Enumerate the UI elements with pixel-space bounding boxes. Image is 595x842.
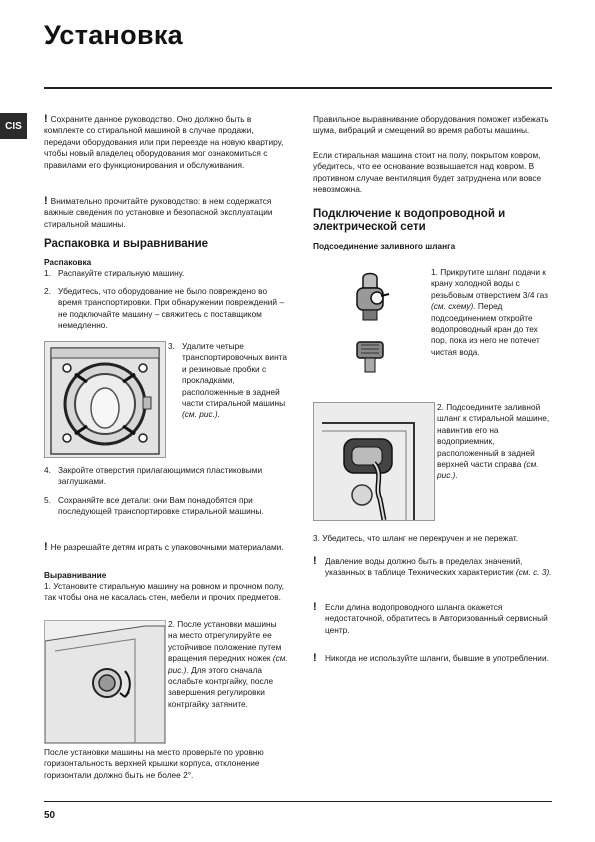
hose-step-3: 3. Убедитесь, что шланг не перекручен и не пережат. [313, 533, 519, 543]
list-item: 4. Закройте отверстия прилагающимися пластиковыми заглушками. [44, 465, 263, 487]
exclamation-icon: ! [313, 555, 317, 567]
tap-illustration [345, 268, 405, 373]
page-title: Установка [44, 20, 183, 50]
language-tab: CIS [0, 113, 27, 139]
list-item: 5. Сохраняйте все детали: они Вам понадобятся при последующей транспортировке стиральной машины. [44, 495, 264, 517]
subheading-leveling: Выравнивание [44, 570, 107, 580]
subheading-unpacking: Распаковка [44, 257, 92, 267]
exclamation-icon: ! [44, 541, 48, 553]
title-divider [44, 87, 552, 89]
leveling-step-1: 1. Установите стиральную машину на ровном и прочном полу, так чтобы она не касалась стен, мебели и прочих предметов. [44, 581, 284, 603]
section-heading-connection: Подключение к водопроводной и электрической сети [313, 208, 506, 233]
washer-back-illustration [44, 341, 166, 458]
washer-foot-illustration [44, 620, 166, 744]
exclamation-icon: ! [313, 652, 317, 664]
leveling-final-note: После установки машины на место проверьте по уровню горизонтальность верхней крышки корпуса, отклонение горизонтали должно быть не более 2°. [44, 747, 264, 780]
alignment-paragraph: Правильное выравнивание оборудования поможет избежать шума, вибраций и смещений во время работы машины. [313, 114, 549, 136]
hose-inlet-illustration [313, 402, 435, 521]
list-item: 3. Удалите четыре транспортировочных винта и резиновые пробки с прокладками, расположенные в задней части стиральной машины (см. рис.). [168, 341, 287, 420]
exclamation-icon: ! [44, 113, 48, 125]
kids-warning: ! Не разрешайте детям играть с упаковочными материалами. [44, 541, 284, 553]
leveling-step-2: 2. После установки машины на место отрегулируйте ее устойчивое положение путем вращения передних ножек (см. рис.). Для этого сначала ослабьте контргайку, после завершения регулировки контргайку затяните. [168, 619, 288, 709]
hose-step-1: 1. Прикрутите шланг подачи к крану холодной воды с резьбовым отверстием 3/4 газ (см. схему). Перед подсоединением откройте водопроводный кран до тех пор, пока из него не потечет чистая вода. [431, 267, 548, 357]
section-heading-unpacking: Распаковка и выравнивание [44, 238, 209, 250]
intro-paragraph: ! Сохраните данное руководство. Оно должно быть в комплекте со стиральной машиной в случае продажи, передачи оборудования или при переезде на новую квартиру, чтобы новый владелец оборудования мог ознакомиться с правилами его функционирования и обслуживания. [44, 113, 284, 170]
list-item: 1. Распакуйте стиральную машину. [44, 268, 185, 278]
warning-used-hoses: ! Никогда не используйте шланги, бывшие в употреблении. [313, 652, 549, 664]
carpet-paragraph: Если стиральная машина стоит на полу, покрытом ковром, убедитесь, что ее основание возвышается над ковром. В противном случае вентиляция будет затруднена или вовсе невозможна. [313, 150, 542, 195]
list-item: 2. Убедитесь, что оборудование не было повреждено во время транспортировки. При обнаружении повреждений – не подключайте машину – свяжитесь с поставщиком немедленно. [44, 286, 284, 331]
subheading-inlet-hose: Подсоединение заливного шланга [313, 241, 456, 251]
warning-hose-length: ! Если длина водопроводного шланга окажется недостаточной, обратитесь в Авторизованный сервисный центр. [313, 601, 548, 635]
warning-pressure: ! Давление воды должно быть в пределах значений, указанных в таблице Технических характеристик (см. с. 3). [313, 555, 552, 578]
hose-step-2: 2. Подсоедините заливной шланг к стиральной машине, навинтив его на водоприемник, расположенный в задней верхней части справа (см. рис.). [437, 402, 550, 481]
page-number: 50 [44, 810, 56, 821]
exclamation-icon: ! [313, 601, 317, 613]
read-manual-paragraph: ! Внимательно прочитайте руководство: в нем содержатся важные сведения по установке и безопасной эксплуатации стиральной машины. [44, 195, 273, 229]
exclamation-icon: ! [44, 195, 48, 207]
footer-divider [44, 801, 552, 802]
